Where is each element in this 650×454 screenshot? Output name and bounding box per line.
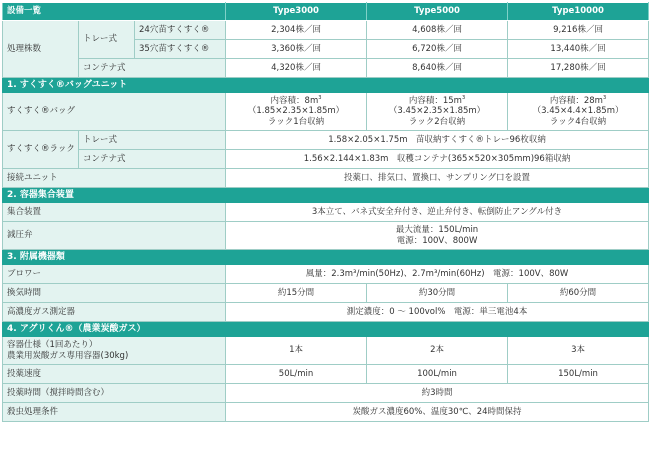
cell-value: 9,216株／回 bbox=[508, 21, 649, 40]
gather-value: 3本立て、バネ式安全弁付き、逆止弁付き、転倒防止アングル付き bbox=[226, 203, 649, 222]
valve-power: 電源：100V、800W bbox=[396, 235, 478, 246]
cell-value: 50L/min bbox=[226, 365, 367, 384]
bag-volume: 内容積：8m bbox=[270, 96, 319, 107]
rack-container-value: 1.56×2.144×1.83m 収穫コンテナ(365×520×305mm)96箱収納 bbox=[226, 150, 649, 169]
cell-value: 13,440株／回 bbox=[508, 40, 649, 59]
bag-cell: 内容積：$8m^3$ （1.85×2.35×1.85m） ラック1台収納 bbox=[226, 93, 367, 131]
section-title: 4. アグリくん®（農業炭酸ガス） bbox=[3, 322, 649, 337]
bag-dimensions: （1.85×2.35×1.85m） bbox=[247, 106, 345, 117]
cell-value: 100L/min bbox=[367, 365, 508, 384]
cell-value: 約60分間 bbox=[508, 284, 649, 303]
table-row bbox=[3, 284, 649, 303]
connect-label: 接続ユニット bbox=[3, 169, 226, 188]
cell-value: 2本 bbox=[367, 337, 508, 365]
section-title: 1. すくすく®バッグユニット bbox=[3, 78, 649, 93]
valve-label: 減圧弁 bbox=[3, 222, 226, 250]
bag-cell: 内容積：$15m^3$ （3.45×2.35×1.85m） ラック2台収納 bbox=[367, 93, 508, 131]
model-type10000: Type10000 bbox=[508, 3, 649, 21]
connect-value: 投薬口、排気口、置換口、サンプリング口を設置 bbox=[226, 169, 649, 188]
rack-tray-value: 1.58×2.05×1.75m 苗収納すくすく®トレー96枚収納 bbox=[226, 131, 649, 150]
table-row bbox=[3, 403, 649, 422]
bag-label: すくすく®バッグ bbox=[3, 93, 226, 131]
header-row bbox=[3, 3, 649, 21]
bag-volume: 内容積：15m bbox=[408, 96, 462, 107]
table-title: 設備一覧 bbox=[3, 3, 226, 21]
bag-dimensions: （3.45×4.4×1.85m） bbox=[532, 106, 624, 117]
table-row bbox=[3, 203, 649, 222]
table-row bbox=[3, 21, 649, 40]
container-label: コンテナ式 bbox=[79, 59, 226, 78]
cell-value: 約30分間 bbox=[367, 284, 508, 303]
section-header bbox=[3, 188, 649, 203]
dose-time-label: 投薬時間（撹拌時間含む） bbox=[3, 384, 226, 403]
table-row bbox=[3, 150, 649, 169]
section-header bbox=[3, 250, 649, 265]
cell-value: 3本 bbox=[508, 337, 649, 365]
speed-label: 投薬速度 bbox=[3, 365, 226, 384]
cell-value: 8,640株／回 bbox=[367, 59, 508, 78]
container-spec-line1: 容器仕様（1回あたり） bbox=[7, 340, 98, 351]
valve-value bbox=[226, 222, 649, 250]
bag-cell: 内容積：$28m^3$ （3.45×4.4×1.85m） ラック4台収納 bbox=[508, 93, 649, 131]
container-spec-line2: 農業用炭酸ガス専用容器(30kg) bbox=[7, 350, 129, 361]
table-row bbox=[3, 337, 649, 365]
cell-value: 17,280株／回 bbox=[508, 59, 649, 78]
table-row bbox=[3, 59, 649, 78]
cell-value: 4,608株／回 bbox=[367, 21, 508, 40]
container-spec-label bbox=[3, 337, 226, 365]
cell-value: 150L/min bbox=[508, 365, 649, 384]
section-header bbox=[3, 78, 649, 93]
table-row bbox=[3, 365, 649, 384]
vent-label: 換気時間 bbox=[3, 284, 226, 303]
cell-value: 3,360株／回 bbox=[226, 40, 367, 59]
blower-label: ブロワー bbox=[3, 265, 226, 284]
rack-tray-label: トレー式 bbox=[79, 131, 226, 150]
bag-dimensions: （3.45×2.35×1.85m） bbox=[388, 106, 486, 117]
equipment-spec-table bbox=[2, 2, 649, 422]
blower-value: 風量：2.3m³/min(50Hz)、2.7m³/min(60Hz) 電源：100V、80W bbox=[226, 265, 649, 284]
section-title: 2. 容器集合装置 bbox=[3, 188, 649, 203]
bag-rack-count: ラック2台収納 bbox=[408, 116, 466, 127]
table-row bbox=[3, 93, 649, 131]
table-row bbox=[3, 222, 649, 250]
gas-meter-value: 測定濃度：0 ～ 100vol% 電源：単三電池4本 bbox=[226, 303, 649, 322]
dose-time-value: 約3時間 bbox=[226, 384, 649, 403]
capacity-label: 処理株数 bbox=[3, 21, 79, 78]
valve-flow: 最大流量：150L/min bbox=[395, 225, 479, 236]
rack-container-label: コンテナ式 bbox=[79, 150, 226, 169]
cell-value: 1本 bbox=[226, 337, 367, 365]
table-row bbox=[3, 384, 649, 403]
condition-label: 殺虫処理条件 bbox=[3, 403, 226, 422]
gas-meter-label: 高濃度ガス測定器 bbox=[3, 303, 226, 322]
bag-rack-count: ラック1台収納 bbox=[267, 116, 325, 127]
cell-value: 4,320株／回 bbox=[226, 59, 367, 78]
model-type5000: Type5000 bbox=[367, 3, 508, 21]
cell-value: 6,720株／回 bbox=[367, 40, 508, 59]
table-row bbox=[3, 265, 649, 284]
table-row bbox=[3, 169, 649, 188]
bag-rack-count: ラック4台収納 bbox=[549, 116, 607, 127]
tray-type-label: トレー式 bbox=[79, 21, 135, 59]
section-title: 3. 附属機器類 bbox=[3, 250, 649, 265]
row-label: 24穴苗すくすく® bbox=[135, 21, 226, 40]
table-row bbox=[3, 303, 649, 322]
row-label: 35穴苗すくすく® bbox=[135, 40, 226, 59]
gather-label: 集合装置 bbox=[3, 203, 226, 222]
cell-value: 約15分間 bbox=[226, 284, 367, 303]
bag-volume: 内容積：28m bbox=[549, 96, 603, 107]
rack-label: すくすく®ラック bbox=[3, 131, 79, 169]
section-header bbox=[3, 322, 649, 337]
cell-value: 2,304株／回 bbox=[226, 21, 367, 40]
table-row bbox=[3, 131, 649, 150]
condition-value: 炭酸ガス濃度60%、温度30℃、24時間保持 bbox=[226, 403, 649, 422]
model-type3000: Type3000 bbox=[226, 3, 367, 21]
